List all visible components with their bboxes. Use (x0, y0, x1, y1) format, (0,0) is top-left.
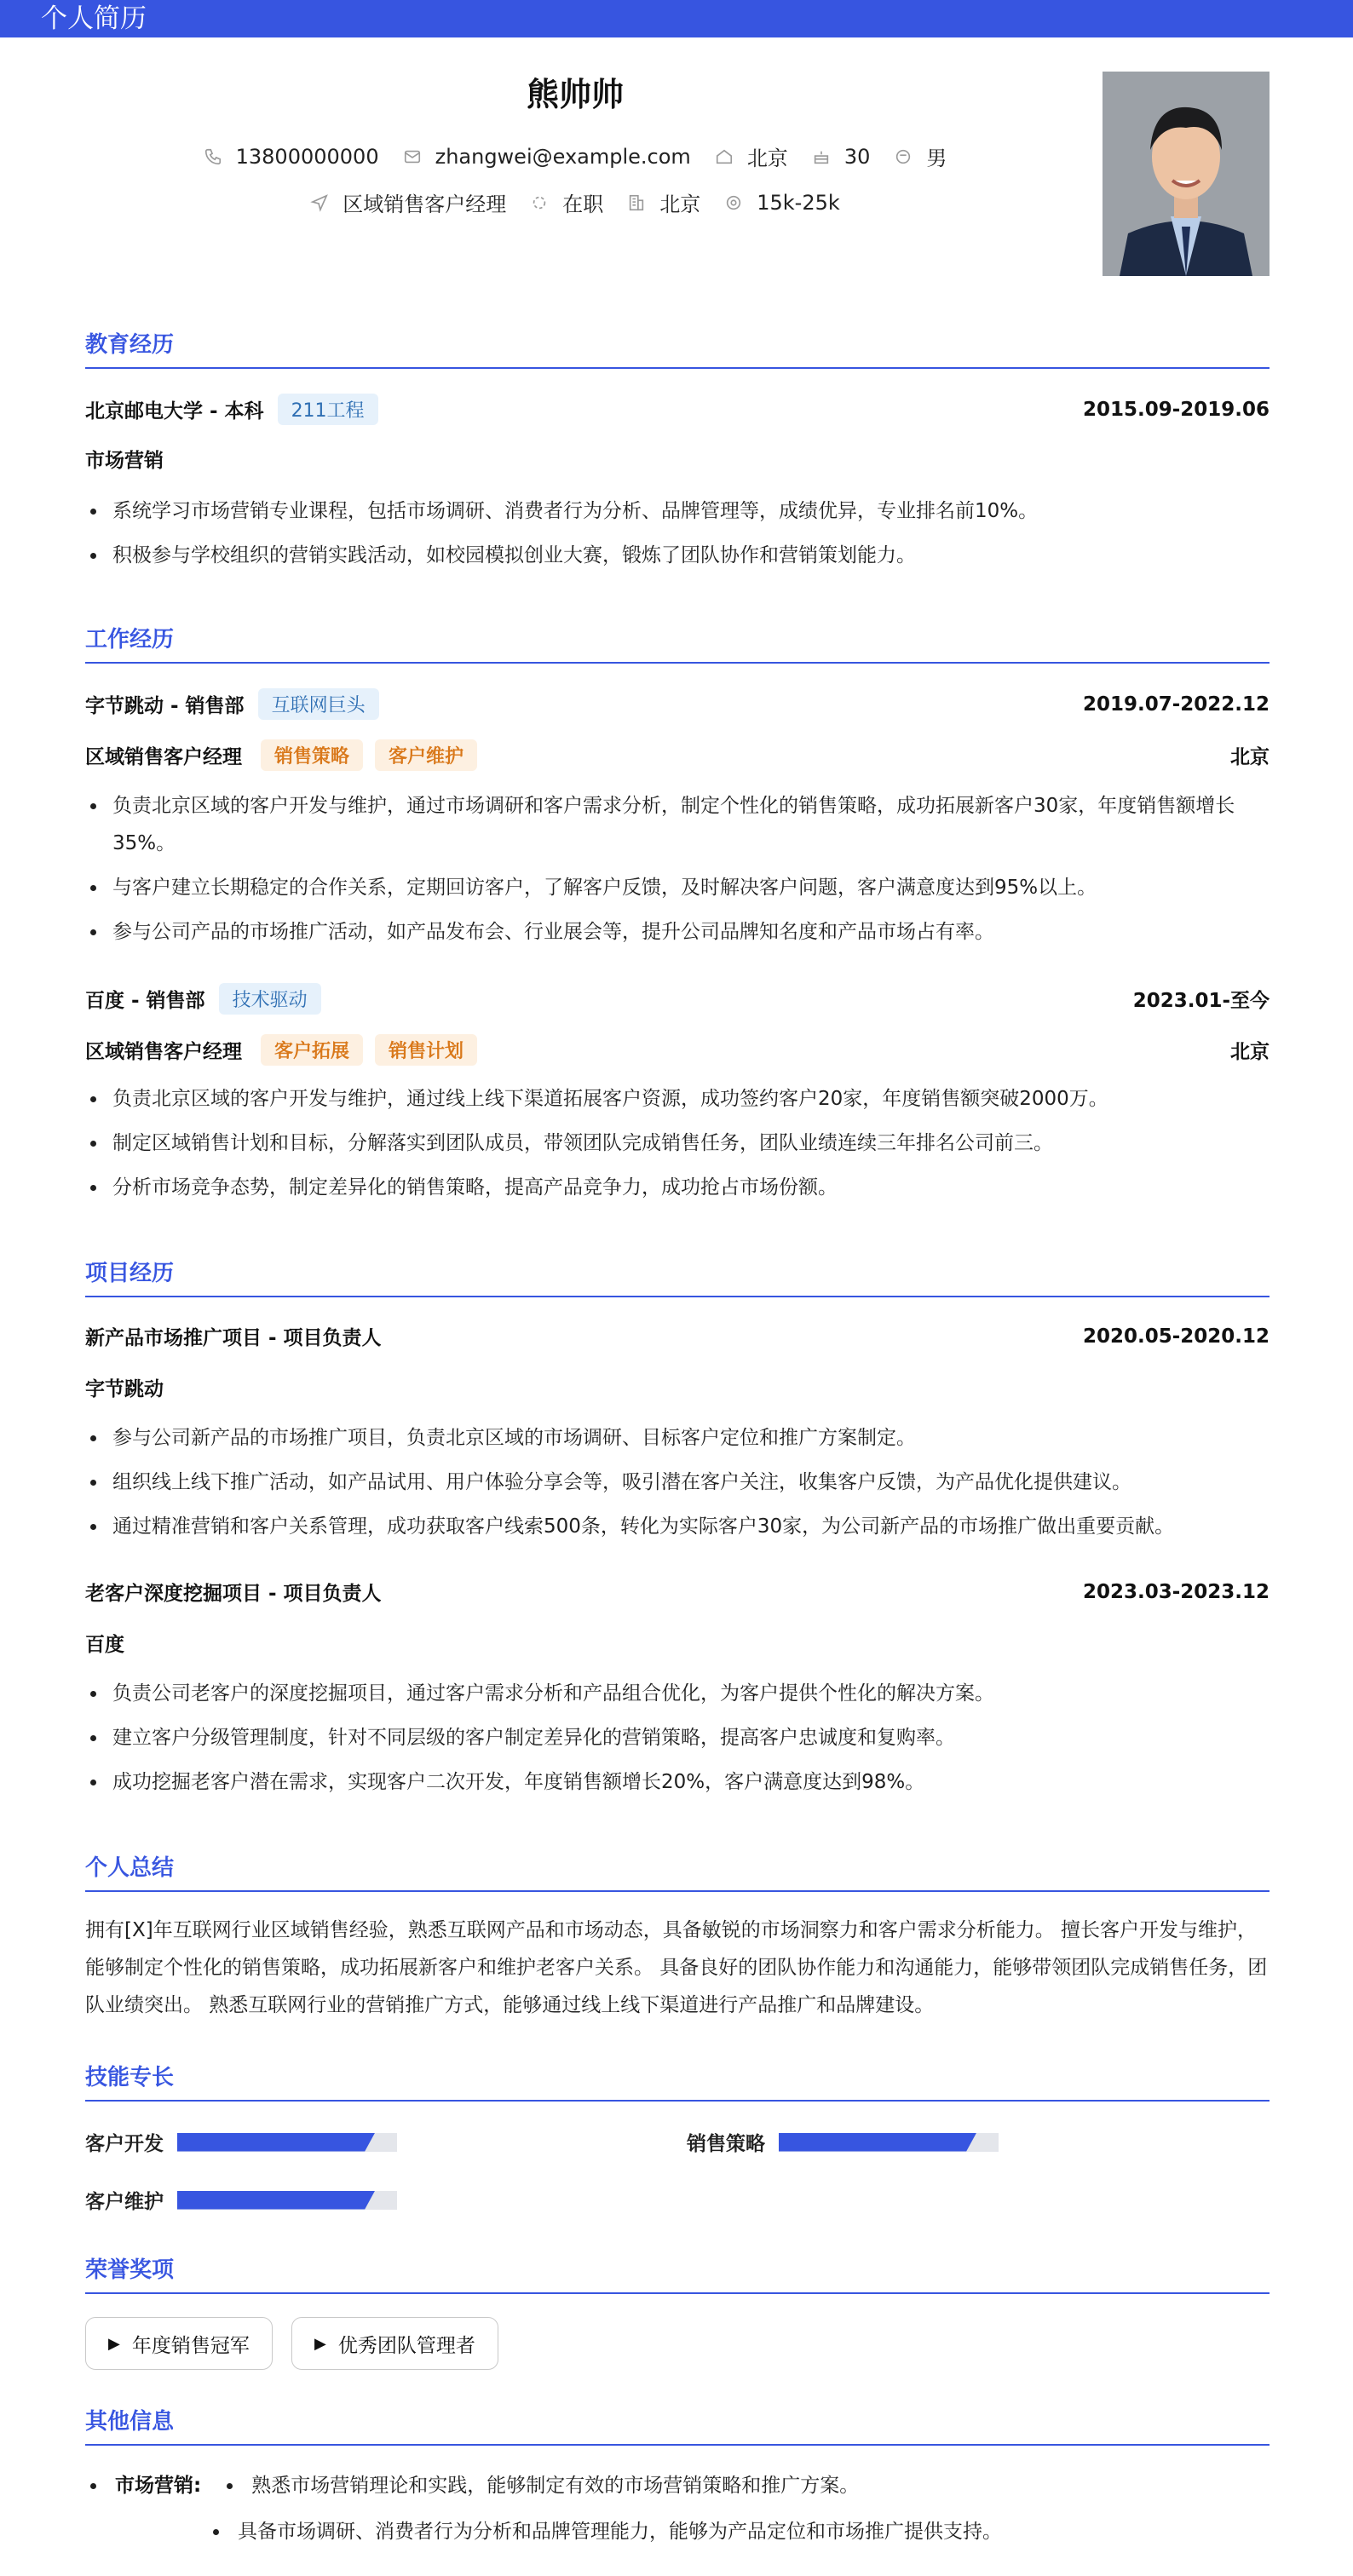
project-1-org (85, 1373, 1270, 1401)
other-label: 市场营销: (115, 2475, 202, 2497)
send-icon (310, 193, 329, 212)
contact-row (85, 141, 1065, 171)
phone-text: 13800000000 (235, 144, 379, 169)
project-org: 字节跳动 (85, 1378, 164, 1400)
phone-item (204, 145, 379, 169)
skill-tag: 销售计划 (375, 1034, 477, 1066)
target-city-text: 北京 (659, 193, 701, 216)
company-name: 百度 - 销售部 (85, 990, 205, 1012)
section-projects-title: 项目经历 (85, 1256, 1270, 1297)
other-text: 熟悉市场营销理论和实践，能够制定有效的市场营销策略和推广方案。 (251, 2475, 860, 2497)
company-tag: 互联网巨头 (258, 688, 379, 720)
skill-fill (177, 2133, 375, 2152)
skill-name: 客户开发 (85, 2133, 164, 2155)
bullet-dot (227, 2483, 233, 2489)
major-name: 市场营销 (85, 450, 164, 472)
age-item (812, 145, 871, 169)
status-text: 在职 (562, 193, 604, 216)
work-location: 北京 (1230, 746, 1270, 768)
role-name: 区域销售客户经理 (85, 1041, 242, 1063)
section-summary-title: 个人总结 (85, 1850, 1270, 1892)
project-date: 2023.03-2023.12 (1082, 1580, 1270, 1603)
list-item: 制定区域销售计划和目标，分解落实到团队成员，带领团队完成销售任务，团队业绩连续三年排名公司前三。 (85, 1124, 1270, 1162)
page-title: 个人简历 (41, 3, 147, 34)
list-item: 组织线上线下推广活动，如产品试用、用户体验分享会等，吸引潜在客户关注，收集客户反馈，为产品优化提供建议。 (85, 1463, 1270, 1501)
work-2-bullets (85, 1080, 1270, 1213)
project-2-header (85, 1578, 1270, 1606)
candidate-name: 熊帅帅 (526, 76, 624, 113)
salary-text: 15k-25k (757, 190, 840, 215)
play-icon: ▶ (314, 2334, 326, 2353)
list-item: 负责公司老客户的深度挖掘项目，通过客户需求分析和产品组合优化，为客户提供个性化的解决方案。 (85, 1675, 1270, 1712)
award-name: 优秀团队管理者 (337, 2334, 475, 2357)
home-icon (715, 147, 734, 166)
skill-bar (177, 2191, 397, 2210)
school-name: 北京邮电大学 - 本科 (85, 400, 264, 423)
project-2-org (85, 1629, 1270, 1657)
list-item: 负责北京区域的客户开发与维护，通过线上线下渠道拓展客户资源，成功签约客户20家，年度销售额突破2000万。 (85, 1080, 1270, 1118)
work-1-header (85, 688, 1270, 720)
salary-icon (724, 193, 743, 212)
list-item: 分析市场竞争态势，制定差异化的销售策略，提高产品竞争力，成功抢占市场份额。 (85, 1169, 1270, 1206)
profile-header (85, 51, 1270, 298)
education-header (85, 394, 1270, 425)
skill-fill (779, 2133, 976, 2152)
award-badge (291, 2317, 498, 2370)
list-item: 建立客户分级管理制度，针对不同层级的客户制定差异化的营销策略，提高客户忠诚度和复购率。 (85, 1719, 1270, 1757)
phone-icon (204, 147, 222, 166)
skill-item (687, 2128, 999, 2156)
bullet-dot (90, 2483, 96, 2489)
top-bar (0, 0, 1353, 37)
section-awards-title: 荣誉奖项 (85, 2252, 1270, 2294)
section-skills-title: 技能专长 (85, 2060, 1270, 2102)
work-1-role (85, 739, 1270, 771)
skill-tag: 客户维护 (375, 739, 477, 771)
work-2-header (85, 983, 1270, 1015)
section-other-title: 其他信息 (85, 2404, 1270, 2446)
skill-bar (779, 2133, 999, 2152)
city-text: 北京 (746, 147, 788, 170)
gender-icon (894, 147, 913, 166)
other-text: 具备市场调研、消费者行为分析和品牌管理能力，能够为产品定位和市场推广提供支持。 (238, 2521, 1002, 2543)
section-work-title: 工作经历 (85, 622, 1270, 664)
skill-fill (177, 2191, 375, 2210)
building-icon (627, 193, 646, 212)
work-location: 北京 (1230, 1041, 1270, 1063)
mail-icon (403, 147, 422, 166)
list-item: 参与公司产品的市场推广活动，如产品发布会、行业展会等，提升公司品牌知名度和产品市场占有率。 (85, 913, 1270, 951)
list-item: 成功挖掘老客户潜在需求，实现客户二次开发，年度销售额增长20%，客户满意度达到98%。 (85, 1763, 1270, 1801)
award-badge (85, 2317, 273, 2370)
other-item (85, 2467, 859, 2504)
education-date: 2015.09-2019.06 (1082, 398, 1270, 421)
list-item: 与客户建立长期稳定的合作关系，定期回访客户，了解客户反馈，及时解决客户问题，客户满意度达到95%以上。 (85, 869, 1270, 906)
summary-text: 拥有[X]年互联网行业区域销售经验，熟悉互联网产品和市场动态，具备敏锐的市场洞察力和客户需求分析能力。 擅长客户开发与维护，能够制定个性化的销售策略，成功拓展新客户和维护老客户关系。 具备良好的团队协作能力和沟通能力，能够带领团队完成销售任务，团队业绩突出。 熟悉互联网行业的营销推广方式，能够通过线上线下渠道进行产品推广和品牌建设。 (85, 1919, 1268, 2016)
status-item (530, 187, 603, 217)
job-intent-row (85, 187, 1065, 217)
list-item: 通过精准营销和客户关系管理，成功获取客户线索500条，转化为实际客户30家，为公司新产品的市场推广做出重要贡献。 (85, 1508, 1270, 1545)
education-bullets (85, 492, 1270, 581)
award-name: 年度销售冠军 (131, 2334, 250, 2357)
company-tag: 技术驱动 (219, 983, 321, 1015)
skill-tag: 客户拓展 (261, 1034, 363, 1066)
role-name: 区域销售客户经理 (85, 746, 242, 768)
position-text: 区域销售客户经理 (343, 193, 507, 216)
project-title: 新产品市场推广项目 - 项目负责人 (85, 1327, 382, 1349)
skill-bar (177, 2133, 397, 2152)
work-date: 2019.07-2022.12 (1082, 693, 1270, 716)
cake-icon (812, 147, 831, 166)
project-date: 2020.05-2020.12 (1082, 1325, 1270, 1348)
work-2-role (85, 1034, 1270, 1066)
work-date: 2023.01-至今 (1132, 990, 1270, 1012)
list-item: 负责北京区域的客户开发与维护，通过市场调研和客户需求分析，制定个性化的销售策略，成功拓展新客户30家，年度销售额增长35%。 (85, 787, 1270, 862)
skill-item (85, 2128, 397, 2156)
project-2-bullets (85, 1675, 1270, 1808)
list-item: 参与公司新产品的市场推广项目，负责北京区域的市场调研、目标客户定位和推广方案制定。 (85, 1419, 1270, 1457)
salary-item (724, 191, 840, 215)
skill-name: 销售策略 (687, 2133, 765, 2155)
project-1-bullets (85, 1419, 1270, 1552)
project-title: 老客户深度挖掘项目 - 项目负责人 (85, 1583, 382, 1605)
position-item (310, 187, 506, 217)
skill-tag: 销售策略 (261, 739, 363, 771)
skill-name: 客户维护 (85, 2191, 164, 2213)
email-text: zhangwei@example.com (435, 144, 691, 169)
gender-item (894, 141, 947, 171)
target-city-item (627, 187, 700, 217)
bullet-dot (213, 2529, 219, 2535)
other-item (213, 2513, 1002, 2550)
skill-item (85, 2186, 397, 2214)
gender-text: 男 (926, 147, 947, 170)
status-icon (530, 193, 549, 212)
major-row (85, 445, 1270, 473)
profile-photo (1103, 72, 1270, 276)
project-org: 百度 (85, 1634, 124, 1656)
age-text: 30 (843, 144, 871, 169)
list-item: 系统学习市场营销专业课程，包括市场调研、消费者行为分析、品牌管理等，成绩优异，专业排名前10%。 (85, 492, 1270, 530)
play-icon: ▶ (108, 2334, 120, 2353)
school-tag: 211工程 (278, 394, 378, 425)
list-item: 积极参与学校组织的营销实践活动，如校园模拟创业大赛，锻炼了团队协作和营销策划能力。 (85, 537, 1270, 574)
company-name: 字节跳动 - 销售部 (85, 695, 245, 717)
section-education-title: 教育经历 (85, 327, 1270, 369)
work-1-bullets (85, 787, 1270, 957)
city-item (715, 141, 788, 171)
email-item (403, 145, 691, 169)
project-1-header (85, 1322, 1270, 1350)
